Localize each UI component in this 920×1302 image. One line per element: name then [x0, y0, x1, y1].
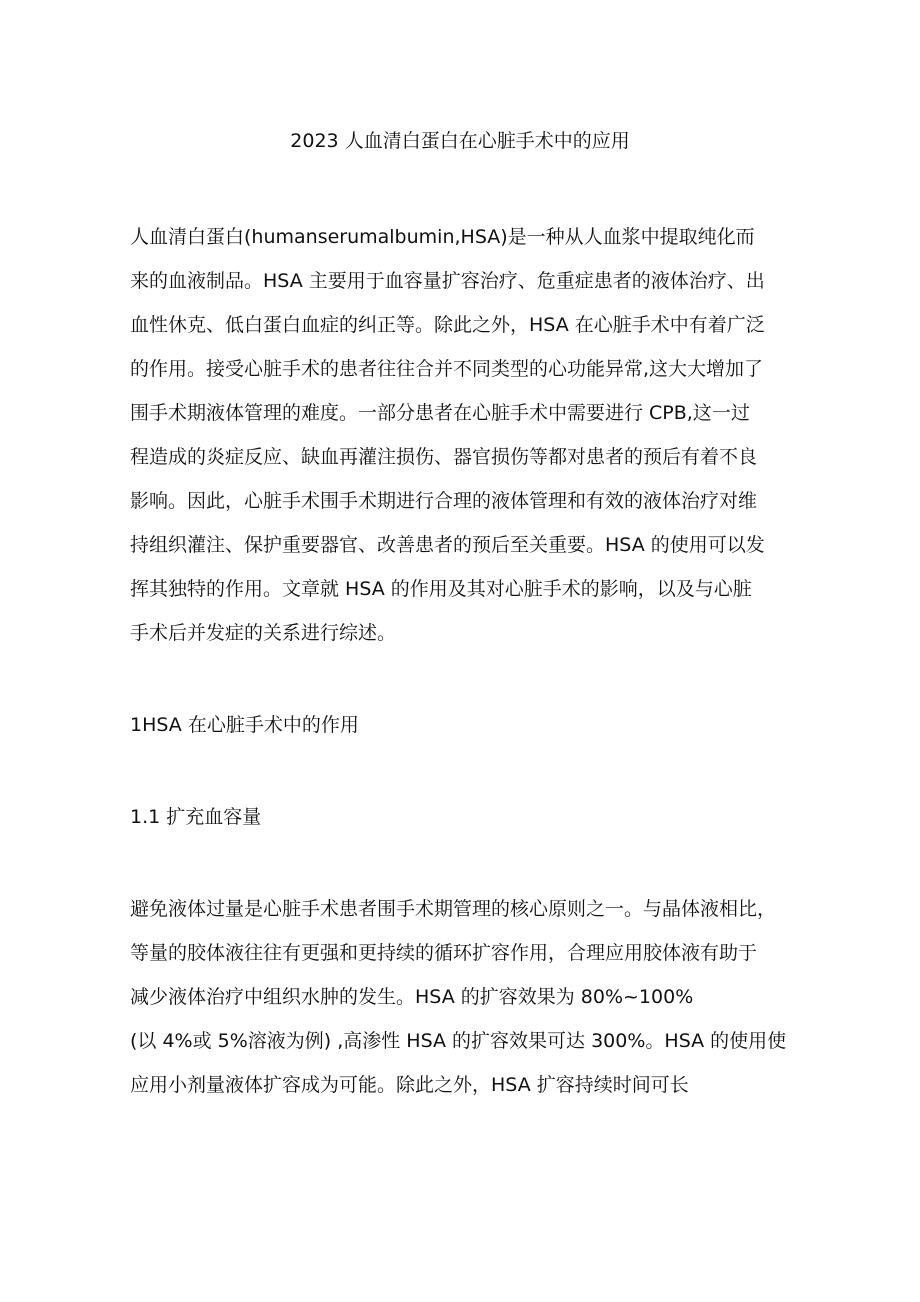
paragraph-line: 减少液体治疗中组织水肿的发生。HSA 的扩容效果为 80%~100%	[130, 986, 694, 1008]
paragraph-line: 影响。因此，心脏手术围手术期进行合理的液体管理和有效的液体治疗对维	[130, 490, 758, 512]
section-heading: 1HSA 在心脏手术中的作用	[130, 714, 359, 736]
paragraph-line: (以 4%或 5%溶液为例) ,高渗性 HSA 的扩容效果可达 300%。HSA 的使用使	[130, 1030, 787, 1052]
paragraph-line: 挥其独特的作用。文章就 HSA 的作用及其对心脏手术的影响，以及与心脏	[130, 578, 752, 600]
paragraph-line: 血性休克、低白蛋白血症的纠正等。除此之外，HSA 在心脏手术中有着广泛	[130, 314, 765, 336]
paragraph-line: 手术后并发症的关系进行综述。	[130, 622, 397, 644]
paragraph-line: 的作用。接受心脏手术的患者往往合并不同类型的心功能异常,这大大增加了	[130, 358, 764, 380]
paragraph-line: 应用小剂量液体扩容成为可能。除此之外，HSA 扩容持续时间可长	[130, 1074, 689, 1096]
paragraph-line: 人血清白蛋白(humanserumalbumin,HSA)是一种从人血浆中提取纯化而	[130, 226, 755, 248]
paragraph-line: 程造成的炎症反应、缺血再灌注损伤、器官损伤等都对患者的预后有着不良	[130, 446, 758, 468]
paragraph-line: 持组织灌注、保护重要器官、改善患者的预后至关重要。HSA 的使用可以发	[130, 534, 765, 556]
subsection-heading: 1.1 扩充血容量	[130, 806, 262, 828]
paragraph-line: 避免液体过量是心脏手术患者围手术期管理的核心原则之一。与晶体液相比，	[130, 898, 777, 920]
document-title: 2023 人血清白蛋白在心脏手术中的应用	[290, 130, 630, 152]
paragraph-line: 来的血液制品。HSA 主要用于血容量扩容治疗、危重症患者的液体治疗、出	[130, 270, 765, 292]
paragraph-line: 等量的胶体液往往有更强和更持续的循环扩容作用，合理应用胶体液有助于	[130, 942, 758, 964]
paragraph-line: 围手术期液体管理的难度。一部分患者在心脏手术中需要进行 CPB,这一过	[130, 402, 750, 424]
